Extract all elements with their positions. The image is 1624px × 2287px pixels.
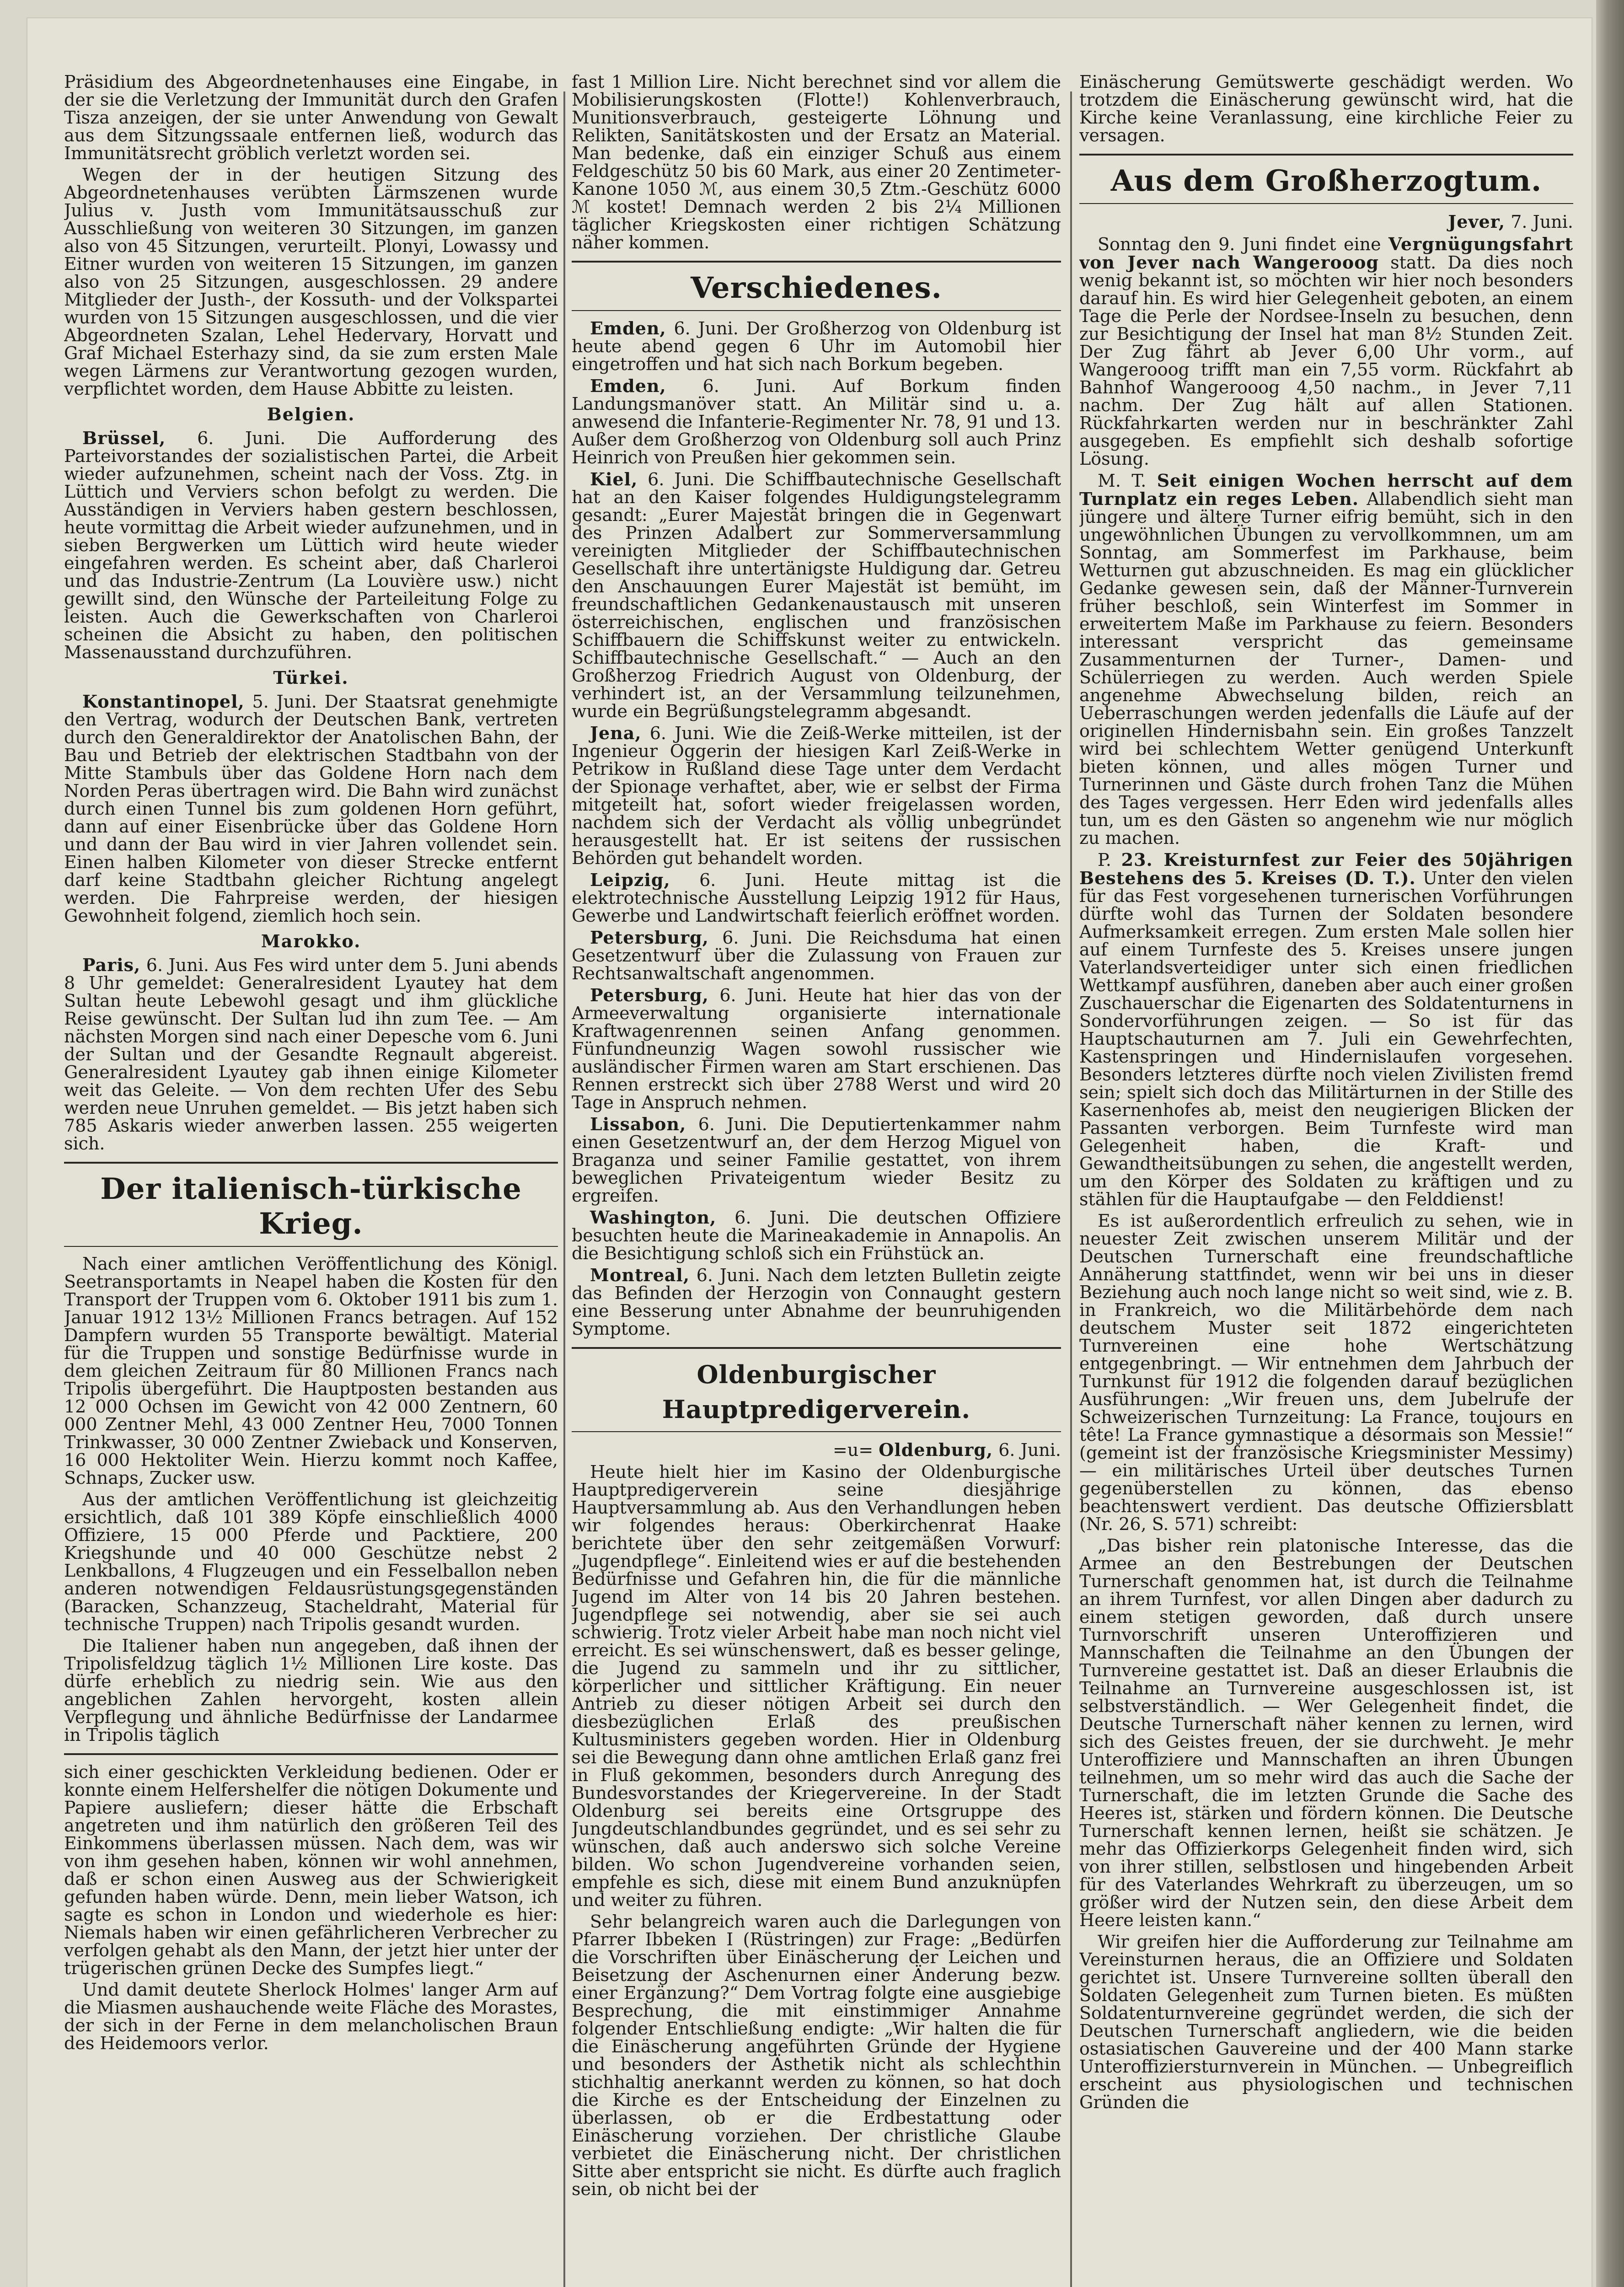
paragraph: Einäscherung Gemütswerte geschädigt werden. Wo trotzdem die Einäscherung gewünscht wird, hat die Kirche keine Veranlassung, eine kirchliche Feier zu versagen.	[1079, 73, 1573, 145]
news-text: 5. Juni. Der Staatsrat genehmigte den Vertrag, wodurch der Deutschen Bank, vertreten durch den Generaldirektor der Anatolischen Bahn, der Bau und Betrieb der elektrischen Stadtbahn von der Mitte Stambuls über das Goldene Horn nach dem Norden Peras übertragen wird. Die Bahn wird zunächst durch einen Tunnel bis zum goldenen Horn geführt, dann auf einer Eisenbrücke über das Goldene Horn und dann der Bau wird in vier Jahren vollendet sein. Einen halben Kilometer von dieser Strecke entfernt darf keine Stadtbahn gleicher Richtung angelegt werden. Die Fahrpreise werden, der hiesigen Gewohnheit folgend, ziemlich hoch sein.	[64, 692, 558, 926]
news-item	[64, 693, 558, 925]
emphasis: Seit einigen Wochen herrscht auf dem Turnplatz ein reges Leben.	[1079, 470, 1573, 509]
news-text: 6. Juni. Nach dem letzten Bulletin zeigte das Befinden der Herzogin von Connaught gestern eine Besserung unter Abnahme der beunruhigenden Symptome.	[572, 1265, 1061, 1339]
paragraph: fast 1 Million Lire. Nicht berechnet sind vor allem die Mobilisierungskosten (Flotte!) Kohlenverbrauch, Munitionsverbrauch, gesteigerte Löhnung und Relikten, Sanitätskosten und der Ersatz an Material. Man bedenke, daß ein einziger Schuß aus einem Feldgeschütz 50 bis 60 Mark, aus einer 20 Zentimeter-Kanone 1050 ℳ, aus einem 30,5 Ztm.-Geschütz 6000 ℳ kostet! Demnach werden 2 bis 2¼ Millionen täglicher Kriegskosten einer richtigen Schätzung näher kommen.	[572, 73, 1061, 252]
news-text: statt. Da dies noch wenig bekannt ist, so möchten wir hier noch besonders darauf hin. Es wird hier Gelegenheit geboten, an einem Tage die Perle der Nordsee-Inseln zu besuchen, denn zur Besichtigung der Insel hat man 8½ Stunden Zeit. Der Zug fährt ab Jever 6,00 Uhr vorm., auf Wangerooog trifft man ein 7,55 vorm. Rückfahrt ab Bahnhof Wangerooog 4,50 nachm., in Jever 7,11 nachm. Der Zug hält auf allen Stationen. Rückfahrkarten werden nur in beschränkter Zahl ausgegeben. Es empfiehlt sich deshalb sofortige Lösung.	[1079, 252, 1573, 469]
paragraph: Aus der amtlichen Veröffentlichung ist gleichzeitig ersichtlich, daß 101 389 Köpfe einschließlich 4000 Offiziere, 15 000 Pferde und Packtiere, 200 Kriegshunde und 40 000 Geschütze nebst 2 Lenkballons, 4 Flugzeugen und ein Fesselballon neben anderen notwendigen Feldausrüstungsgegenständen (Baracken, Schanzzeug, Stacheldraht, Material für technische Truppen) nach Tripolis gesandt wurden.	[64, 1489, 558, 1634]
dateline: Oldenburg,	[879, 1439, 993, 1460]
dateline: Petersburg,	[590, 985, 709, 1005]
news-text: 6. Juni. Heute mittag ist die elektrotechnische Ausstellung Leipzig 1912 für Haus, Gewerbe und Landwirtschaft feierlich eröffnet worden.	[572, 870, 1061, 926]
paragraph: Wegen der in der heutigen Sitzung des Abgeordnetenhauses verübten Lärmszenen wurde Julius v. Justh vom Immunitätsausschuß zur Ausschließung von weiteren 30 Sitzungen, im ganzen also von 45 Sitzungen, verurteilt. Plonyi, Lowassy und Eitner wurden von weiteren 15 Sitzungen, im ganzen also von 25 Sitzungen, ausgeschlossen. 29 andere Mitglieder der Justh-, der Kossuth- und der Volkspartei wurden von 15 Sitzungen ausgeschlossen, und die vier Abgeordneten Szalan, Lehel Hedervary, Horvatt und Graf Michael Esterhazy sind, da sie zum ersten Male wegen Lärmens zur Verantwortung gezogen wurden, verpflichtet worden, dem Hause Abbitte zu leisten.	[64, 165, 558, 399]
news-item	[572, 319, 1061, 373]
news-item	[572, 1115, 1061, 1205]
dateline: Emden,	[590, 318, 666, 338]
feuilleton-paragraph: sich einer geschickten Verkleidung bedienen. Oder er konnte einem Helfershelfer die nötigen Dokumente und Papiere ausliefern; dieser hätte die Erbschaft angetreten und ihm natürlich den größeren Teil des Einkommens überlassen müssen. Nach dem, was wir von ihm gesehen haben, können wir wohl annehmen, daß er schon einen Ausweg aus der Schwierigkeit gefunden haben würde. Denn, mein lieber Watson, ich sagte es schon in London und wiederhole es hier: Niemals haben wir einen gefährlicheren Verbrecher zu verfolgen gehabt als den Mann, der jetzt hier unter der trügerischen grünen Decke des Sumpfes liegt.“	[64, 1762, 558, 1978]
dateline: Brüssel,	[82, 428, 166, 448]
dateline: Konstantinopel,	[82, 691, 245, 712]
right-column	[1079, 73, 1573, 2287]
news-text: Allabendlich sieht man jüngere und ältere Turner eifrig bemüht, sich in den ungewöhnlichen Übungen zu vervollkommnen, um am Sonntag, am Sommerfest im Parkhause, beim Wetturnen gut abzuschneiden. Es mag ein glücklicher Gedanke gewesen sein, daß der Männer-Turnverein früher beschloß, sein Winterfest im Sommer in erweitertem Maße im Parkhause zu feiern. Besonders interessant verspricht das gemeinsame Zusammenturnen der Turner-, Damen- und Schülerriegen zu werden. Auch werden Spiele angenehme Abwechselung bilden, reich an Ueberraschungen werden jedenfalls die Läufe auf der originellen Hindernisbahn sein. Ein großes Tanzzelt wird bei schlechtem Wetter genügend Unterkunft bieten können, und alles mögen Turner und Turnerinnen und Gäste durch frohen Tanz die Mühen des Tages vergessen. Herr Eden wird jedenfalls alles tun, um es den Gästen so angenehm wie nur möglich zu machen.	[1079, 489, 1573, 848]
dateline: Jever,	[1448, 211, 1506, 232]
column-rule	[563, 91, 565, 2287]
dateline: Kiel,	[590, 469, 638, 489]
dateline: Petersburg,	[590, 927, 709, 948]
news-item	[64, 956, 558, 1153]
middle-column	[572, 73, 1061, 2287]
dateline: Jena,	[590, 723, 642, 743]
page-edge	[1596, 0, 1624, 2287]
section-subheading: Türkei.	[273, 667, 349, 688]
news-item	[572, 986, 1061, 1111]
news-text: Unter den vielen für das Fest vorgesehenen turnerischen Vorführungen dürfte wohl das Turnen der Soldaten besondere Aufmerksamkeit erregen. Zum ersten Male sollen hier auf einem Turnfeste des 5. Kreises unsere jungen Vaterlandsverteidiger unter sich einen friedlichen Wettkampf ausführen, daneben aber auch einer großen Zuschauerschar die Eigenarten des Soldatenturnens in Sondervorführungen zeigen. — So ist für das Hauptschauturnen am 7. Juli ein Gewehrfechten, Kastenspringen und Hindernislaufen vorgesehen. Besonders letzteres dürfte noch vielen Zivilisten fremd sein; spielt sich doch das Militärturnen in der Stille des Kasernenhofes ab, meist den neugierigen Blicken der Passanten verborgen. Beim Turnfeste wird man Gelegenheit haben, die Kraft- und Gewandtheitsübungen zu sehen, die angestellt werden, um den Körper des Soldaten zu kräftigen und zu stählen für die Hauptaufgabe — den Felddienst!	[1079, 868, 1573, 1209]
section-subheading: Belgien.	[267, 404, 355, 424]
emphasis: 23. Kreisturnfest zur Feier des 50jährigen Bestehens des 5. Kreises (D. T.).	[1079, 849, 1573, 888]
section-divider	[64, 1162, 558, 1164]
paragraph: Nach einer amtlichen Veröffentlichung des Königl. Seetransportamts in Neapel haben die Kosten für den Transport der Truppen vom 6. Oktober 1911 bis zum 1. Januar 1912 13½ Millionen Francs betragen. Auf 152 Dampfern wurden 55 Transporte bewältigt. Material für die Truppen und sonstige Bedürfnisse wurde in dem gleichen Zeitraum für 80 Millionen Francs nach Tripolis übergeführt. Die Hauptposten bestanden aus 12 000 Ochsen im Gewicht von 42 000 Zentnern, 60 000 Zentner Mehl, 43 000 Zentner Heu, 7000 Tonnen Trinkwasser, 30 000 Zentner Zwieback und Konserven, 16 000 Hektoliter Wein. Hierzu kommt noch Kaffee, Schnaps, Zucker usw.	[64, 1254, 558, 1488]
article-headline: Der italienisch-türkische Krieg.	[100, 1172, 522, 1241]
feuilleton-paragraph: Und damit deutete Sherlock Holmes' langer Arm auf die Miasmen aushauchende weite Fläche des Morastes, der sich in der Ferne in dem melancholischen Braun des Heidemoors verlor.	[64, 1980, 558, 2053]
section-divider	[64, 1246, 558, 1247]
news-item	[572, 1266, 1061, 1338]
section-divider	[572, 261, 1061, 263]
dateline: Leipzig,	[590, 870, 670, 890]
quotation: „Das bisher rein platonische Interesse, das die Armee an den Bestrebungen der Deutschen Turnerschaft genommen hat, ist durch die Teilnahme an ihrem Turnfest, vor allen Dingen aber dadurch zu einem stetigen geworden, daß durch unsere Turnvorschrift unseren Unteroffizieren und Mannschaften die Teilnahme an den Übungen der Turnvereine gestattet ist. Daß an dieser Erlaubnis die Teilnahme an Turnvereine ausgeschlossen ist, ist selbstverständlich. — Wer Gelegenheit findet, die Deutsche Turnerschaft näher kennen zu lernen, wird sich des Geistes freuen, der sie durchweht. Je mehr Unteroffiziere und Mannschaften an ihren Übungen teilnehmen, um so mehr wird das auch die Sache der Turnerschaft, die im letzten Grunde die Sache des Heeres ist, stärken und fördern können. Die Deutsche Turnerschaft kennen lernen, heißt sie schätzen. Je mehr das Offizierkorps Gelegenheit finden wird, sich von ihrer stillen, selbstlosen und hingebenden Arbeit für des Vaterlandes Wehrkraft zu überzeugen, um so größer wird der Nutzen sein, den diese Arbeit dem Heere leisten kann.“	[1079, 1535, 1573, 1930]
dateline-row	[572, 1440, 1061, 1460]
news-item	[572, 724, 1061, 867]
dateline: Lissabon,	[590, 1114, 686, 1134]
feuilleton-divider	[64, 1753, 558, 1755]
section-divider	[572, 1431, 1061, 1432]
section-divider	[572, 1347, 1061, 1349]
date: 7. Juni.	[1505, 212, 1573, 232]
news-text: 6. Juni. Die deutschen Offiziere besuchten heute die Marineakademie in Annapolis. An die Besichtigung schloß sich ein Frühstück an.	[572, 1208, 1061, 1263]
section-subheading: Marokko.	[261, 931, 361, 951]
paragraph: Sehr belangreich waren auch die Darlegungen von Pfarrer Ibbeken I (Rüstringen) zur Frage: „Bedürfen die Vorschriften über Einäscherung der Leichen und Beisetzung der Aschenurnen einer Änderung bezw. einer Ergänzung?“ Dem Vortrag folgte eine ausgiebige Besprechung, die mit einstimmiger Annahme folgender Entschließung endigte: „Wir halten die für die Einäscherung angeführten Gründe der Hygiene und besonders der Ästhetik nicht als schlechthin stichhaltig anerkannt werden zu können, so hat doch die Kirche es der Entscheidung der Einzelnen zu überlassen, ob er die Erdbestattung oder Einäscherung vorziehen. Der christliche Glaube verbietet die Einäscherung nicht. Der christlichen Sitte aber entspricht sie nicht. Es dürfte auch fraglich sein, ob nicht bei der	[572, 1911, 1061, 2199]
news-text: 6. Juni. Die Aufforderung des Parteivorstandes der sozialistischen Partei, die Arbeit wieder aufzunehmen, scheint nach der Voss. Ztg. in Lüttich und Verviers schon befolgt zu werden. Die Ausständigen in Verviers haben gestern beschlossen, heute vormittag die Arbeit wieder aufzunehmen, und in sieben Bergwerken um Lüttich wird heute wieder eingefahren werden. Es scheint aber, daß Charleroi und das Industrie-Zentrum (La Louvière usw.) nicht gewillt sind, den Wünsche der Parteileitung Folge zu leisten. Auch die Gewerkschaften von Charleroi scheinen die Absicht zu haben, den politischen Massenausstand durchzuführen.	[64, 428, 558, 662]
column-rule	[1070, 91, 1072, 2287]
newspaper-page	[27, 18, 1592, 2287]
article-headline: Verschiedenes.	[691, 271, 942, 305]
news-text: 6. Juni. Aus Fes wird unter dem 5. Juni abends 8 Uhr gemeldet: Generalresident Lyautey hat dem Sultan heute Lebewohl gesagt und ihm glückliche Reise gewünscht. Der Sultan lud ihn zum Tee. — Am nächsten Morgen sind nach einer Depesche vom 6. Juni der Sultan und der Gesandte Regnault abgereist. Generalresident Lyautey gab ihnen einige Kilometer weit das Geleite. — Von dem rechten Ufer des Sebu werden neue Unruhen gemeldet. — Bis jetzt haben sich 785 Askaris wieder anwerben lassen. 255 weigerten sich.	[64, 955, 558, 1154]
news-text: 6. Juni. Wie die Zeiß-Werke mitteilen, ist der Ingenieur Oggerin der hiesigen Karl Zeiß-Werke in Petrikow in Rußland diese Tage unter dem Verdacht der Spionage verhaftet, aber, wie er selbst der Firma mitgeteilt hat, sofort wieder freigelassen worden, nachdem sich der Verdacht als völlig unbegründet herausgestellt hat. Er ist seitens der russischen Behörden gut behandelt worden.	[572, 723, 1061, 868]
news-text: 6. Juni. Die Reichsduma hat einen Gesetzentwurf über die Zulassung von Frauen zur Rechtsanwaltschaft angenommen.	[572, 928, 1061, 983]
paragraph: Wir greifen hier die Aufforderung zur Teilnahme am Vereinsturnen heraus, die an Offiziere und Soldaten gerichtet ist. Unsere Turnvereine sollten überall den Soldaten Gelegenheit zum Turnen bieten. Es müßten Soldatenturnvereine gegründet werden, die sich der Deutschen Turnerschaft angliedern, wie die beiden ostasiatischen Gauvereine und der 400 Mann starke Unteroffiziersturnverein in München. — Unbegreiflich erscheint aus physiologischen und technischen Gründen die	[1079, 1932, 1573, 2112]
news-text: 6. Juni. Die Deputiertenkammer nahm einen Gesetzentwurf an, der dem Herzog Miguel von Braganza und seiner Familie gestattet, von ihrem beweglichen Privateigentum wieder Besitz zu ergreifen.	[572, 1114, 1061, 1206]
news-item	[1079, 235, 1573, 468]
left-column	[64, 73, 558, 2287]
news-text: 6. Juni. Auf Borkum finden Landungsmanöver statt. An Militär sind u. a. anwesend die Infanterie-Regimenter Nr. 78, 91 und 13. Außer dem Großherzog von Oldenburg soll auch Prinz Heinrich von Preußen hier gekommen sein.	[572, 376, 1061, 467]
article-headline: Oldenburgischer Hauptpredigerverein.	[662, 1360, 971, 1424]
paragraph: Die Italiener haben nun angegeben, daß ihnen der Tripolisfeldzug täglich 1½ Millionen Lire koste. Das dürfe erheblich zu niedrig sein. Wie aus den angeblichen Zahlen hervorgeht, kosten allein Verpflegung und ähnliche Bedürfnisse der Landarmee in Tripolis täglich	[64, 1636, 558, 1745]
section-divider	[1079, 154, 1573, 156]
author-mark: =u=	[833, 1440, 879, 1460]
news-item	[64, 429, 558, 661]
news-item	[572, 871, 1061, 925]
dateline-row	[1079, 212, 1573, 231]
dateline: Emden,	[590, 376, 666, 396]
news-item	[1079, 851, 1573, 1208]
section-divider	[1079, 203, 1573, 204]
article-headline: Aus dem Großherzogtum.	[1110, 164, 1542, 198]
paragraph: Präsidium des Abgeordnetenhauses eine Eingabe, in der sie die Verletzung der Immunität durch den Grafen Tisza anzeigen, der sie unter Anwendung von Gewalt aus dem Sitzungssaale entfernen ließ, wodurch das Immunitätsrecht gröblich verletzt worden sei.	[64, 73, 558, 163]
dateline: Washington,	[590, 1207, 717, 1228]
news-item	[572, 929, 1061, 982]
author-mark: P.	[1098, 850, 1121, 870]
news-text: 6. Juni. Die Schiffbautechnische Gesellschaft hat an den Kaiser folgendes Huldigungstelegramm gesandt: „Eurer Majestät bringen die in Gegenwart des Prinzen Adalbert zur Sommerversammlung vereinigten Mitglieder der Schiffbautechnischen Gesellschaft ihre untertänigste Huldigung dar. Getreu den Anschauungen Eurer Majestät ist bemüht, im freundschaftlichen Gedankenaustausch mit unseren österreichischen, englischen und französischen Schiffbauern die Schiffskunst weiter zu entwickeln. Schiffbautechnische Gesellschaft.“ — Auch an den Großherzog Friedrich August von Oldenburg, der verhindert ist, an der Versammlung teilzunehmen, wurde ein Begrüßungstelegramm abgesandt.	[572, 469, 1061, 721]
news-text: 6. Juni. Der Großherzog von Oldenburg ist heute abend gegen 6 Uhr im Automobil hier eingetroffen und hat sich nach Borkum begeben.	[572, 318, 1061, 374]
news-item	[572, 377, 1061, 467]
news-item	[572, 470, 1061, 720]
paragraph: Heute hielt hier im Kasino der Oldenburgische Hauptpredigerverein seine diesjährige Hauptversammlung ab. Aus den Verhandlungen heben wir folgendes heraus: Oberkirchenrat Haake berichtete über den sehr zeitgemäßen Vorwurf: „Jugendpflege“. Einleitend wies er auf die bestehenden Bedürfnisse und Gefahren hin, die für die männliche Jugend im Alter von 14 bis 20 Jahren bestehen. Jugendpflege sei notwendig, aber sie sei auch schwierig. Trotz vieler Arbeit habe man noch nicht viel erreicht. Es sei wünschenswert, daß es besser gelinge, die Jugend zu sammeln und ihr zu sittlicher, körperlicher und sittlicher Kräftigung. Ein neuer Antrieb zu dieser nötigen Arbeit sei durch den diesbezüglichen Erlaß des preußischen Kultusministers gegeben worden. Hier in Oldenburg sei die Bewegung dann ohne amtlichen Erlaß ganz frei in Fluß gekommen, besonders durch Anregung des Bundesvorstandes der Kriegervereine. In der Stadt Oldenburg sei bereits eine Ortsgruppe des Jungdeutschlandbundes gegründet, und es sei sehr zu wünschen, daß auch anderswo sich solche Vereine bilden. Wo schon Jugendvereine vorhanden seien, empfehle es sich, diese mit einem Bund anzuknüpfen und weiter zu führen.	[572, 1462, 1061, 1910]
author-mark: M. T.	[1098, 471, 1157, 491]
date: 6. Juni.	[993, 1440, 1061, 1460]
section-divider	[572, 310, 1061, 311]
news-text: Sonntag den 9. Juni findet eine	[1098, 234, 1389, 254]
dateline: Paris,	[82, 955, 141, 975]
paragraph: Es ist außerordentlich erfreulich zu sehen, wie in neuester Zeit zwischen unserem Militär und der Deutschen Turnerschaft eine freundschaftliche Annäherung stattfindet, wenn wir bei uns in dieser Beziehung auch noch lange nicht so weit sind, wie z. B. in Frankreich, wo die Militärbehörde dem nach deutschem Muster seit 1872 eingerichteten Turnvereinen eine hohe Wertschätzung entgegenbringt. — Wir entnehmen dem Jahrbuch der Turnkunst für 1912 die folgenden darauf bezüglichen Ausführungen: „Wir freuen uns, dem Jubelrufe der Schweizerischen Turnzeitung: La France, toujours en tête! La France gymnastique a désormais son Messie!“ (gemeint ist der französische Kriegsminister Messimy) — ein militärisches Urteil über deutsches Turnen gegenüberstellen zu können, das ebenso beachtenswert verdient. Das deutsche Offiziersblatt (Nr. 26, S. 571) schreibt:	[1079, 1211, 1573, 1534]
news-text: 6. Juni. Heute hat hier das von der Armeeverwaltung organisierte internationale Kraftwagenrennen seinen Anfang genommen. Fünfundneunzig Wagen sowohl russischer wie ausländischer Firmen waren am Start erschienen. Das Rennen erstreckt sich über 2788 Werst und wird 20 Tage in Anspruch nehmen.	[572, 985, 1061, 1112]
news-item	[572, 1208, 1061, 1262]
dateline: Montreal,	[590, 1265, 690, 1285]
news-item	[1079, 472, 1573, 847]
emphasis: Vergnügungsfahrt von Jever nach Wangerooog	[1079, 234, 1573, 273]
